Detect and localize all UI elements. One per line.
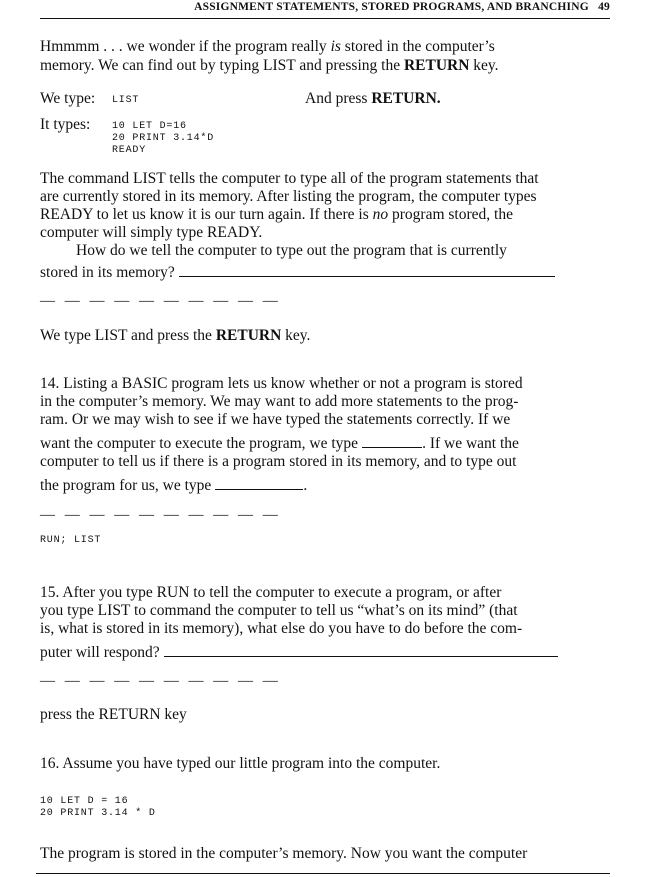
q14-line-6: the program for us, we type . bbox=[40, 477, 308, 494]
answer-14: RUN; LIST bbox=[40, 535, 102, 546]
page-number: 49 bbox=[598, 1, 610, 13]
answer-15: press the RETURN key bbox=[40, 706, 187, 723]
code-line-1: 10 LET D = 16 bbox=[40, 796, 129, 807]
q15-line-4: puter will respond? bbox=[40, 644, 558, 662]
answer-blank[interactable] bbox=[362, 447, 422, 448]
running-header bbox=[40, 0, 610, 19]
intro-line-1: Hmmmm . . . we wonder if the program really is stored in the computer’s bbox=[40, 38, 495, 55]
q14-line-1: 14. Listing a BASIC program lets us know whether or not a program is stored bbox=[40, 375, 523, 392]
answer-blank[interactable] bbox=[215, 489, 303, 490]
q14-line-3: ram. Or we may wish to see if we have typed the statements correctly. If we bbox=[40, 411, 511, 428]
code-line-2: 20 PRINT 3.14 * D bbox=[40, 808, 156, 819]
intro-line-2: memory. We can find out by typing LIST and pressing the RETURN key. bbox=[40, 57, 499, 74]
q16-line-2: The program is stored in the computer’s memory. Now you want the computer bbox=[40, 845, 528, 862]
explain-line-3: READY to let us know it is our turn again. If there is no program stored, the bbox=[40, 206, 513, 223]
q15-line-3: is, what is stored in its memory), what else do you have to do before the com- bbox=[40, 620, 523, 637]
answer-blank[interactable] bbox=[179, 276, 555, 277]
q14-line-4: want the computer to execute the program, we type . If we want the bbox=[40, 435, 519, 452]
answer-13: We type LIST and press the RETURN key. bbox=[40, 327, 311, 344]
output-line-2: 20 PRINT 3.14*D bbox=[112, 133, 215, 144]
we-type-label: We type: bbox=[40, 90, 96, 107]
footer-rule bbox=[36, 873, 610, 874]
we-type-value: LIST bbox=[112, 95, 140, 106]
explain-line-4: computer will simply type READY. bbox=[40, 224, 263, 241]
explain-line-1: The command LIST tells the computer to type all of the program statements that bbox=[40, 170, 539, 187]
header-title: ASSIGNMENT STATEMENTS, STORED PROGRAMS, AND BRANCHING 49 bbox=[194, 1, 610, 13]
answer-blank[interactable] bbox=[164, 656, 558, 657]
q15-line-2: you type LIST to command the computer to tell us “what’s on its mind” (that bbox=[40, 602, 518, 619]
q14-line-5: computer to tell us if there is a program stored in its memory, and to type out bbox=[40, 453, 517, 470]
q15-line-1: 15. After you type RUN to tell the computer to execute a program, or after bbox=[40, 584, 502, 601]
explain-line-2: are currently stored in its memory. After listing the program, the computer types bbox=[40, 188, 537, 205]
question-line-1: How do we tell the computer to type out the program that is currently bbox=[76, 242, 507, 259]
it-types-label: It types: bbox=[40, 116, 91, 133]
question-line-2: stored in its memory? bbox=[40, 264, 555, 282]
q14-line-2: in the computer’s memory. We may want to add more statements to the prog- bbox=[40, 393, 519, 410]
output-line-3: READY bbox=[112, 145, 147, 156]
divider-dashes: — — — — — — — — — — bbox=[40, 293, 281, 309]
divider-dashes: — — — — — — — — — — bbox=[40, 673, 281, 689]
divider-dashes: — — — — — — — — — — bbox=[40, 507, 281, 523]
q16-line-1: 16. Assume you have typed our little program into the computer. bbox=[40, 755, 441, 772]
and-press-text: And press RETURN. bbox=[305, 90, 441, 107]
output-line-1: 10 LET D=16 bbox=[112, 121, 187, 132]
